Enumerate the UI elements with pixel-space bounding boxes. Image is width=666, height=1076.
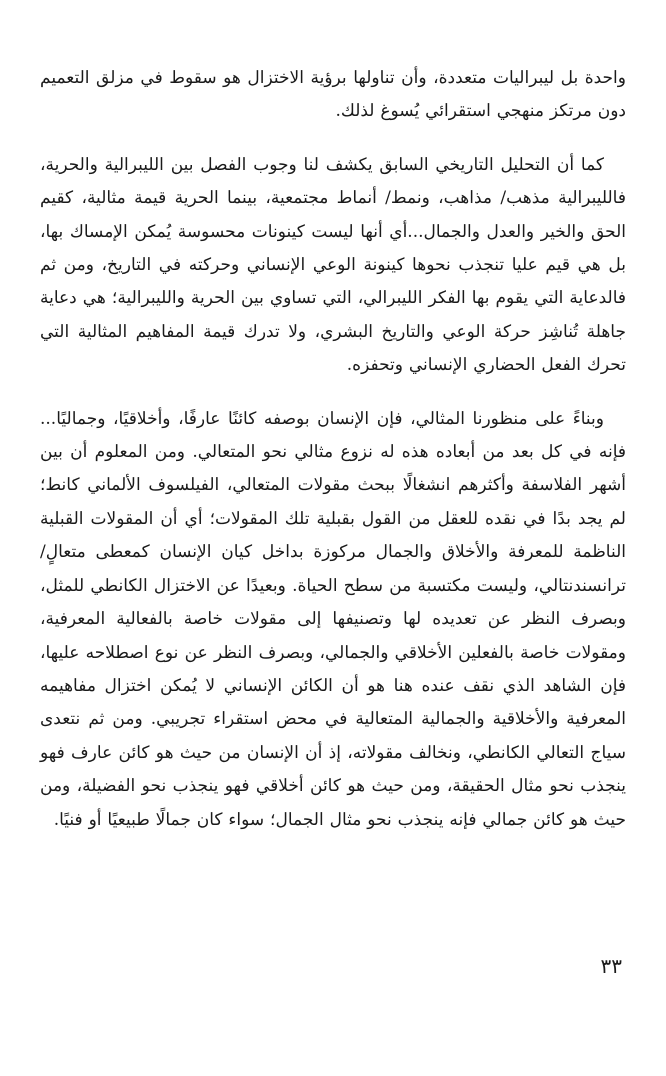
paragraph-1: واحدة بل ليبراليات متعددة، وأن تناولها برؤية الاختزال هو سقوط في مزلق التعميم دون مرتكز منهجي استقرائي يُسوغ لذلك. bbox=[40, 68, 626, 122]
page-number: ٣٣ bbox=[600, 954, 622, 978]
paragraph-2: كما أن التحليل التاريخي السابق يكشف لنا وجوب الفصل بين الليبرالية والحرية، فالليبرالية مذهب/ مذاهب، ونمط/ أنماط مجتمعية، بينما الحرية قيمة مثالية، كقيم الحق والخير والعدل والجمال...أي أنها ليست كينونات محسوسة يُمكن الإمساك بها، بل هي قيم عليا تنجذب نحوها كينونة الوعي الإنساني وحركته في التاريخ، ومن ثم فالدعاية التي يقوم بها الفكر الليبرالي، التي تساوي بين الحرية والليبرالية؛ هي دعاية جاهلة تُناشِز حركة الوعي والتاريخ البشري، ولا تدرك قيمة المفاهيم المثالية التي تحرك الفعل الحضاري الإنساني وتحفزه. bbox=[40, 154, 626, 376]
paragraph-3: وبناءً على منظورنا المثالي، فإن الإنسان بوصفه كائنًا عارفًا، وأخلاقيًا، وجماليًا... فإنه في كل بعد من أبعاده هذه له نزوع مثالي نحو المتعالي. ومن المعلوم أن بين أشهر الفلاسفة وأكثرهم انشغالًا ببحث مقولات المتعالي، الفيلسوف الألماني كانط؛ لم يجد بدًا في نقده للعقل من القول بقبلية تلك المقولات؛ أي أن المقولات القبلية الناظمة للمعرفة والأخلاق والجمال مركوزة بداخل كيان الإنسان كمعطى متعالٍ/ ترانسندنتالي، وليست مكتسبة من سطح الحياة. وبعيدًا عن الاختزال الكانطي للمثل، وبصرف النظر عن تعديده لها وتصنيفها إلى مقولات خاصة بالفعالية المعرفية، ومقولات خاصة بالفعلين الأخلاقي والجمالي، وبصرف النظر عن نوع اصطلاحه عليها، فإن الشاهد الذي نقف عنده هنا هو أن الكائن الإنساني لا يُمكن اختزال مفاهيمه المعرفية والأخلاقية والجمالية المتعالية في محض استقراء تجريبي. ومن ثم نتعدى سياج التعالي الكانطي، ونخالف مقولاته، إذ أن الإنسان من حيث هو كائن عارف فهو ينجذب نحو مثال الحقيقة، ومن حيث هو كائن أخلاقي فهو ينجذب نحو الفضيلة، ومن حيث هو كائن جمالي فإنه ينجذب نحو مثال الجمال؛ سواء كان جمالًا طبيعيًا أو فنيًا. bbox=[40, 408, 626, 830]
